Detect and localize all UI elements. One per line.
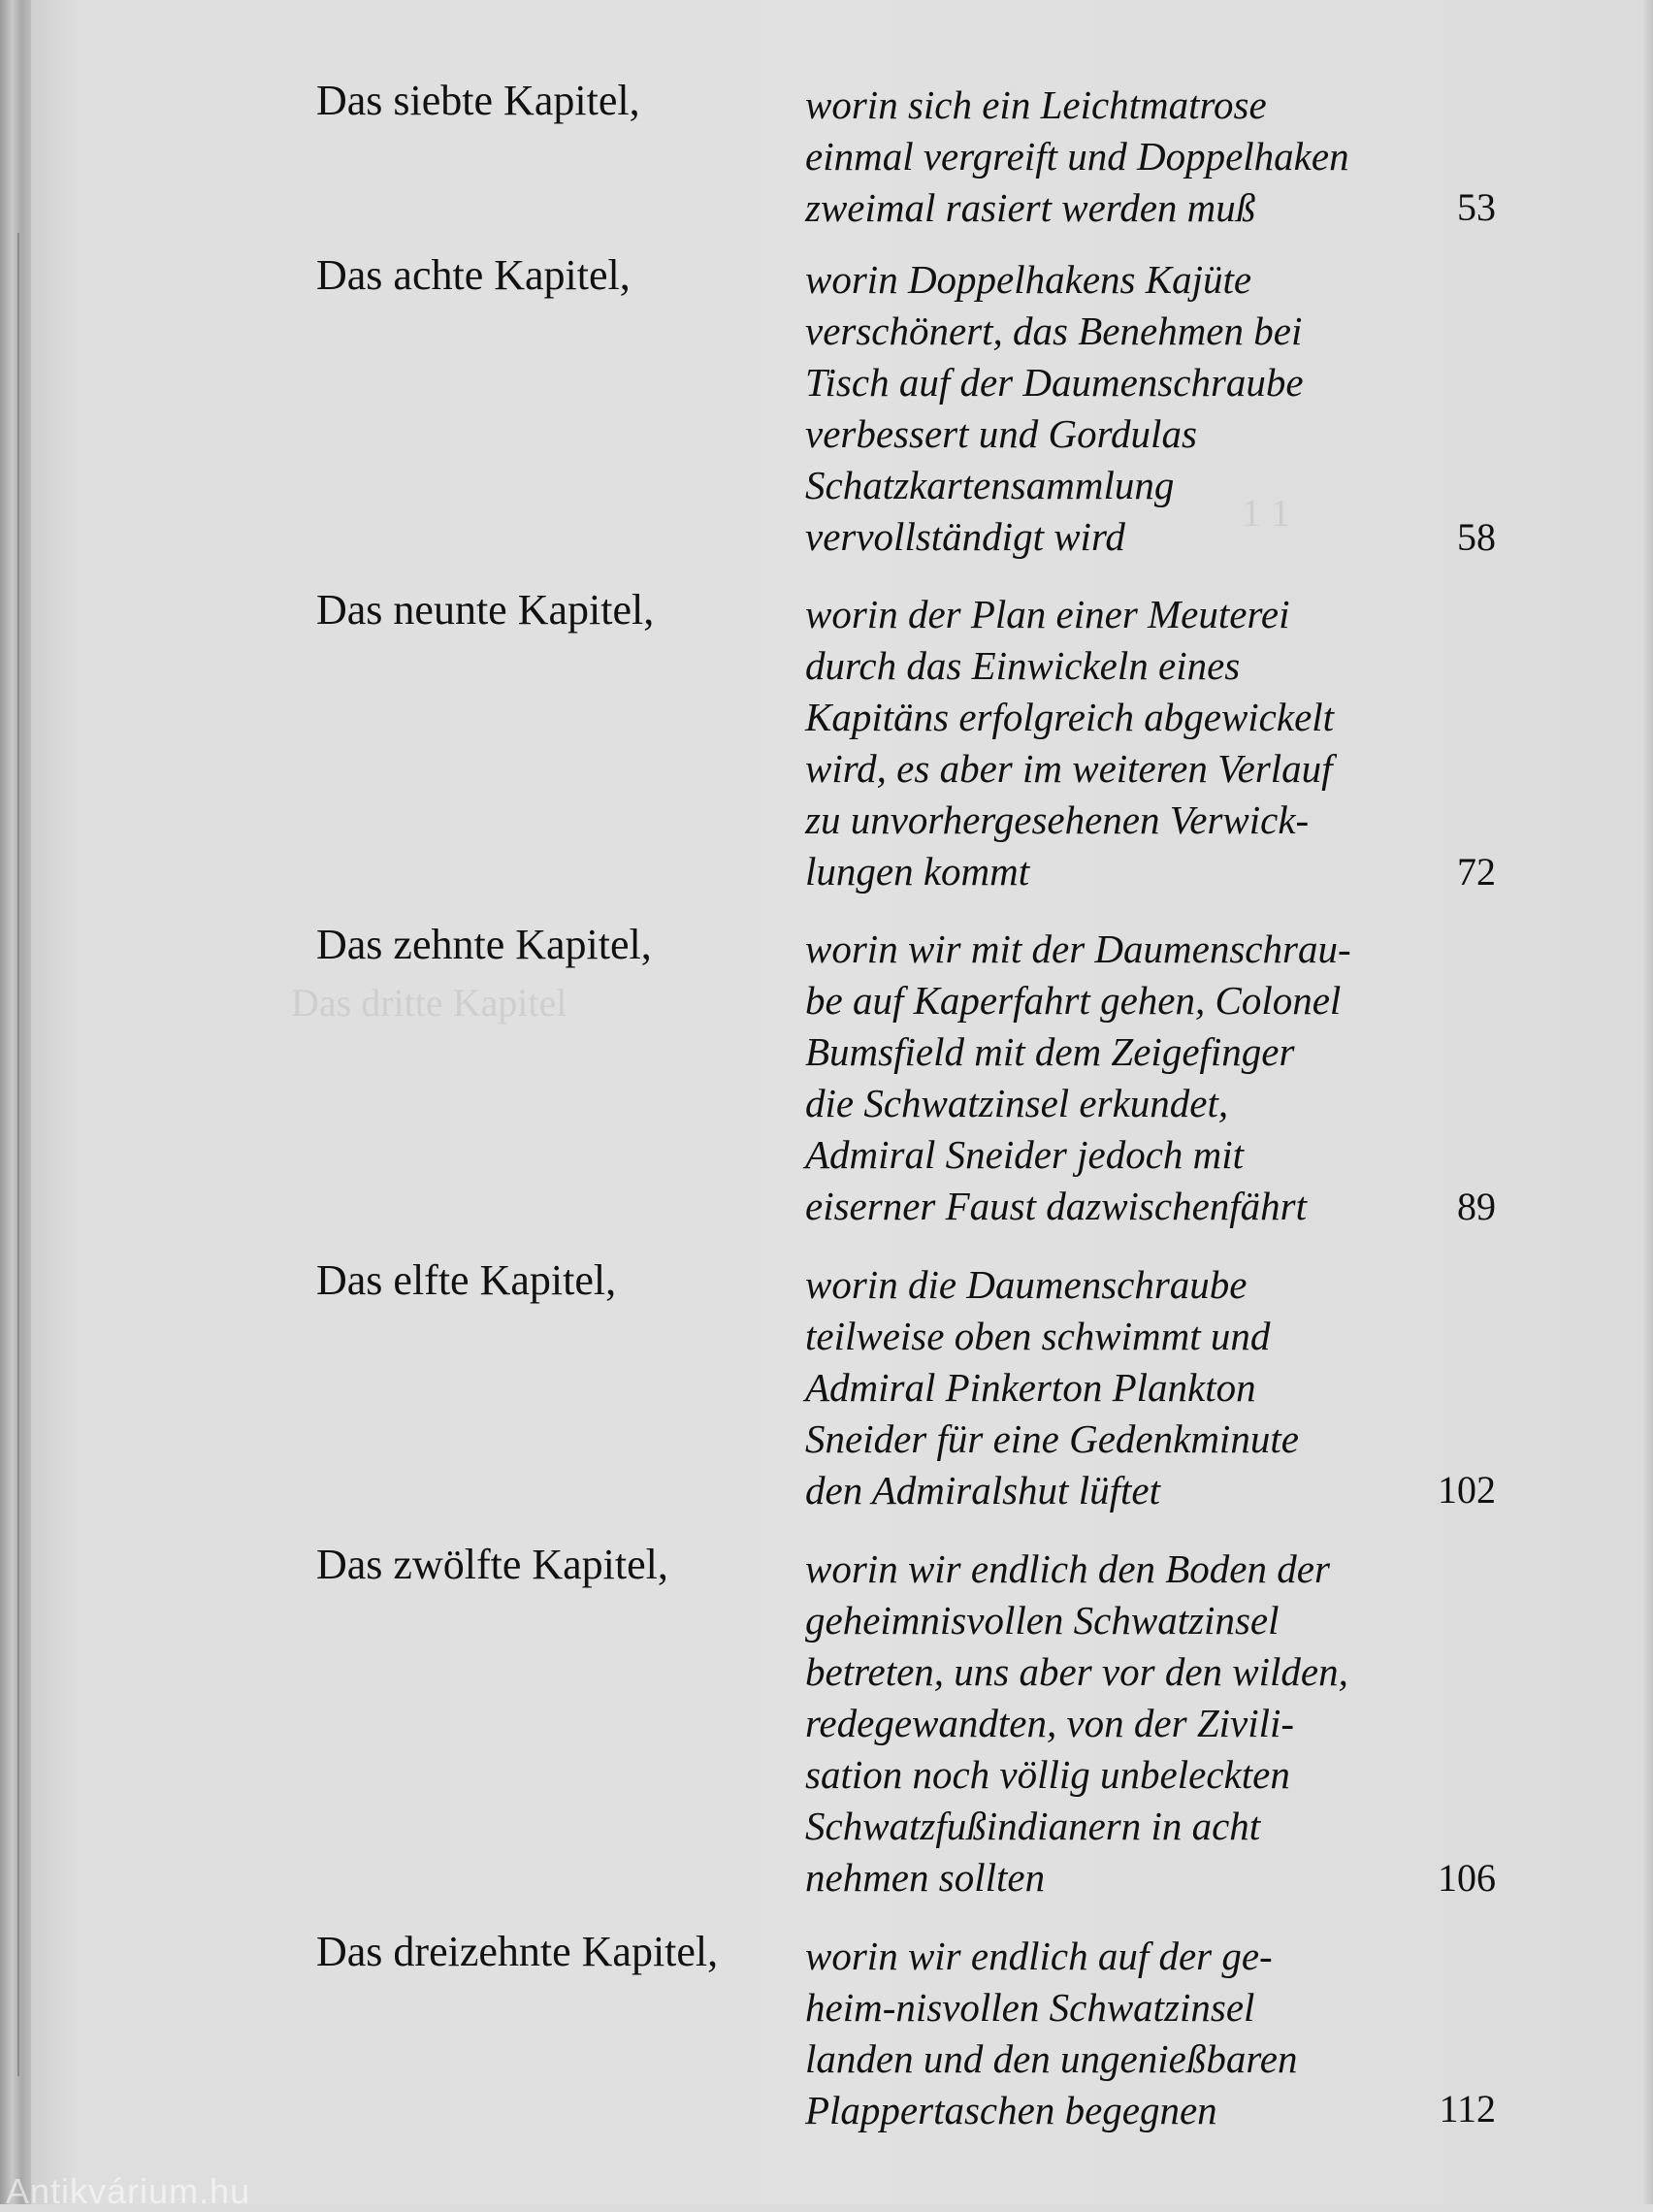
description-line: wird, es aber im weiteren Verlauf <box>805 746 1333 791</box>
description-line: zu unvorhergesehenen Verwick- <box>805 797 1310 842</box>
chapter-description <box>805 1544 1445 1903</box>
chapter-title: Das neunte Kapitel, <box>316 586 655 634</box>
page-number: 72 <box>1457 850 1496 894</box>
description-line: be auf Kaperfahrt gehen, Colonel <box>805 978 1342 1023</box>
page-number: 89 <box>1457 1185 1496 1228</box>
chapter-description <box>805 1931 1445 2136</box>
description-line: worin Doppelhakens Kajüte <box>805 257 1252 302</box>
description-line: Admiral Pinkerton Plankton <box>805 1365 1256 1410</box>
chapter-title: Das dreizehnte Kapitel, <box>316 1928 719 1975</box>
description-line: zweimal rasiert werden muß <box>805 185 1256 230</box>
description-line: teilweise oben schwimmt und <box>805 1314 1271 1358</box>
page-edge <box>1643 0 1653 2204</box>
description-line: heim-nisvollen Schwatzinsel <box>805 1985 1255 2030</box>
description-line: Tisch auf der Daumenschraube <box>805 360 1304 405</box>
description-line: betreten, uns aber vor den wilden, <box>805 1649 1348 1694</box>
description-line: geheimnisvollen Schwatzinsel <box>805 1598 1280 1643</box>
chapter-description <box>805 924 1445 1232</box>
description-line: vervollständigt wird <box>805 514 1125 559</box>
showthrough-text: Das dritte Kapitel <box>291 981 567 1025</box>
description-line: lungen kommt <box>805 849 1030 894</box>
description-line: Admiral Sneider jedoch mit <box>805 1132 1245 1177</box>
chapter-description <box>805 80 1445 234</box>
description-line: Plappertaschen begegnen <box>805 2088 1217 2132</box>
description-line: einmal vergreift und Doppelhaken <box>805 134 1349 179</box>
description-line: worin wir endlich den Boden der <box>805 1546 1330 1591</box>
description-line: Bumsfield mit dem Zeigefinger <box>805 1029 1295 1074</box>
description-line: Sneider für eine Gedenkminute <box>805 1416 1299 1461</box>
chapter-title: Das siebte Kapitel, <box>316 77 640 124</box>
book-binding <box>0 0 31 2204</box>
chapter-description <box>805 1259 1445 1516</box>
description-line: Schatzkartensammlung <box>805 463 1175 507</box>
description-line: verschönert, das Benehmen bei <box>805 309 1303 353</box>
chapter-title: Das elfte Kapitel, <box>316 1256 617 1304</box>
binding-edge <box>17 233 19 2076</box>
description-line: sation noch völlig unbeleckten <box>805 1752 1290 1797</box>
watermark-text: Antikvárium.hu <box>6 2171 251 2211</box>
description-line: nehmen sollten <box>805 1855 1046 1900</box>
description-line: die Schwatzinsel erkundet, <box>805 1081 1229 1125</box>
page-number: 106 <box>1438 1856 1496 1900</box>
description-line: Schwatzfußindianern in acht <box>805 1804 1261 1848</box>
chapter-title: Das achte Kapitel, <box>316 251 631 299</box>
description-line: redegewandten, von der Zivili- <box>805 1701 1295 1745</box>
description-line: worin wir endlich auf der ge- <box>805 1934 1273 1978</box>
description-line: eiserner Faust dazwischenfährt <box>805 1184 1308 1228</box>
description-line: Kapitäns erfolgreich abgewickelt <box>805 695 1335 739</box>
chapter-description <box>805 254 1445 563</box>
description-line: worin der Plan einer Meuterei <box>805 592 1290 636</box>
chapter-title: Das zehnte Kapitel, <box>316 921 652 968</box>
chapter-description <box>805 589 1445 897</box>
page-number: 58 <box>1457 515 1496 559</box>
page-number: 102 <box>1438 1468 1496 1512</box>
page-number: 112 <box>1439 2087 1496 2131</box>
description-line: worin die Daumenschraube <box>805 1262 1248 1307</box>
description-line: landen und den ungenießbaren <box>805 2036 1298 2081</box>
chapter-title: Das zwölfte Kapitel, <box>316 1541 668 1588</box>
description-line: verbessert und Gordulas <box>805 411 1197 456</box>
showthrough-text: 1 1 <box>1242 491 1290 535</box>
description-line: den Admiralshut lüftet <box>805 1468 1160 1513</box>
description-line: durch das Einwickeln eines <box>805 643 1241 688</box>
description-line: worin wir mit der Daumenschrau- <box>805 927 1351 971</box>
description-line: worin sich ein Leichtmatrose <box>805 82 1267 127</box>
page-number: 53 <box>1457 185 1496 229</box>
